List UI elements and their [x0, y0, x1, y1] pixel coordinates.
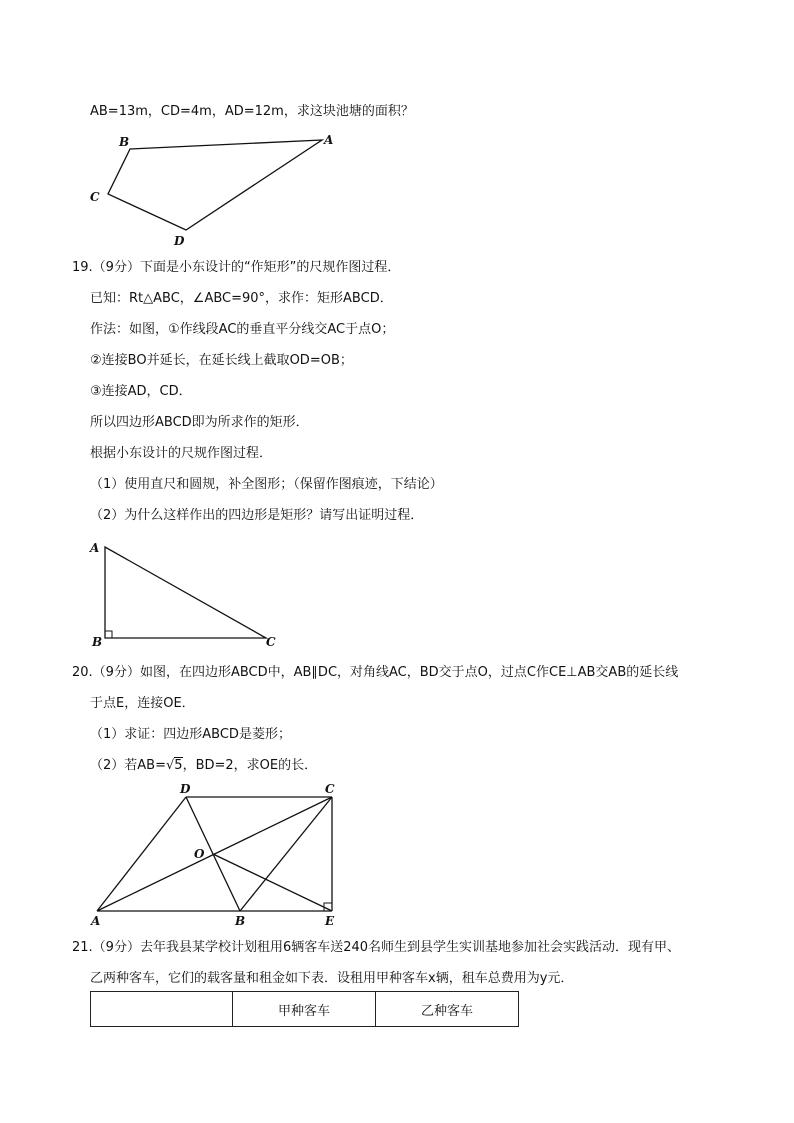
- q18-text: AB=13m，CD=4m，AD=12m，求这块池塘的面积？: [90, 104, 414, 119]
- table-cell: [91, 992, 233, 1027]
- label-C: C: [266, 635, 276, 649]
- q19-step2: ②连接BO并延长，在延长线上截取OD=OB；: [90, 353, 353, 368]
- label-O: O: [194, 847, 205, 861]
- q20-part1: （1）求证：四边形ABCD是菱形；: [90, 727, 291, 742]
- q20-header: 20.（9分）如图，在四边形ABCD中，AB∥DC，对角线AC，BD交于点O，过点C作CE⊥AB交AB的延长线: [72, 665, 679, 680]
- q19-given: 已知：Rt△ABC，∠ABC=90°，求作：矩形ABCD．: [90, 291, 393, 306]
- label-B: B: [235, 914, 246, 928]
- sqrt-symbol: √: [165, 758, 175, 773]
- label-B: B: [92, 635, 103, 649]
- label-C: C: [325, 782, 335, 796]
- q19-part1: （1）使用直尺和圆规，补全图形；（保留作图痕迹，下结论）: [90, 477, 443, 492]
- table-cell: 甲种客车: [232, 992, 375, 1027]
- q19-header: 19.（9分）下面是小东设计的“作矩形”的尺规作图过程．: [72, 260, 401, 275]
- q19-step3: ③连接AD，CD．: [90, 384, 192, 399]
- table-cell: 乙种客车: [375, 992, 518, 1027]
- label-A: A: [90, 541, 100, 555]
- q21-table: [90, 991, 519, 1027]
- sqrt-radicand: 5: [174, 758, 183, 773]
- q20-part2: （2）若AB=√5，BD=2，求OE的长．: [90, 758, 318, 773]
- label-E: E: [325, 914, 335, 928]
- table-row: [91, 992, 519, 1027]
- q19-part2: （2）为什么这样作出的四边形是矩形？请写出证明过程．: [90, 508, 424, 523]
- q21-header2: 乙两种客车，它们的载客量和租金如下表．设租用甲种客车x辆，租车总费用为y元．: [90, 971, 574, 986]
- label-D: D: [180, 782, 191, 796]
- q20-header2: 于点E，连接OE．: [90, 696, 195, 711]
- q21-header: 21.（9分）去年我县某学校计划租用6辆客车送240名师生到县学生实训基地参加社会实践活动．现有甲、: [72, 940, 681, 955]
- label-C: C: [90, 190, 100, 204]
- q19-conclusion: 所以四边形ABCD即为所求作的矩形．: [90, 415, 309, 430]
- label-B: B: [119, 135, 130, 149]
- label-A: A: [91, 914, 101, 928]
- label-A: A: [324, 133, 334, 147]
- q19-step1: 作法：如图，①作线段AC的垂直平分线交AC于点O；: [90, 322, 395, 337]
- label-D: D: [174, 234, 185, 248]
- q19-intro: 根据小东设计的尺规作图过程．: [90, 446, 273, 461]
